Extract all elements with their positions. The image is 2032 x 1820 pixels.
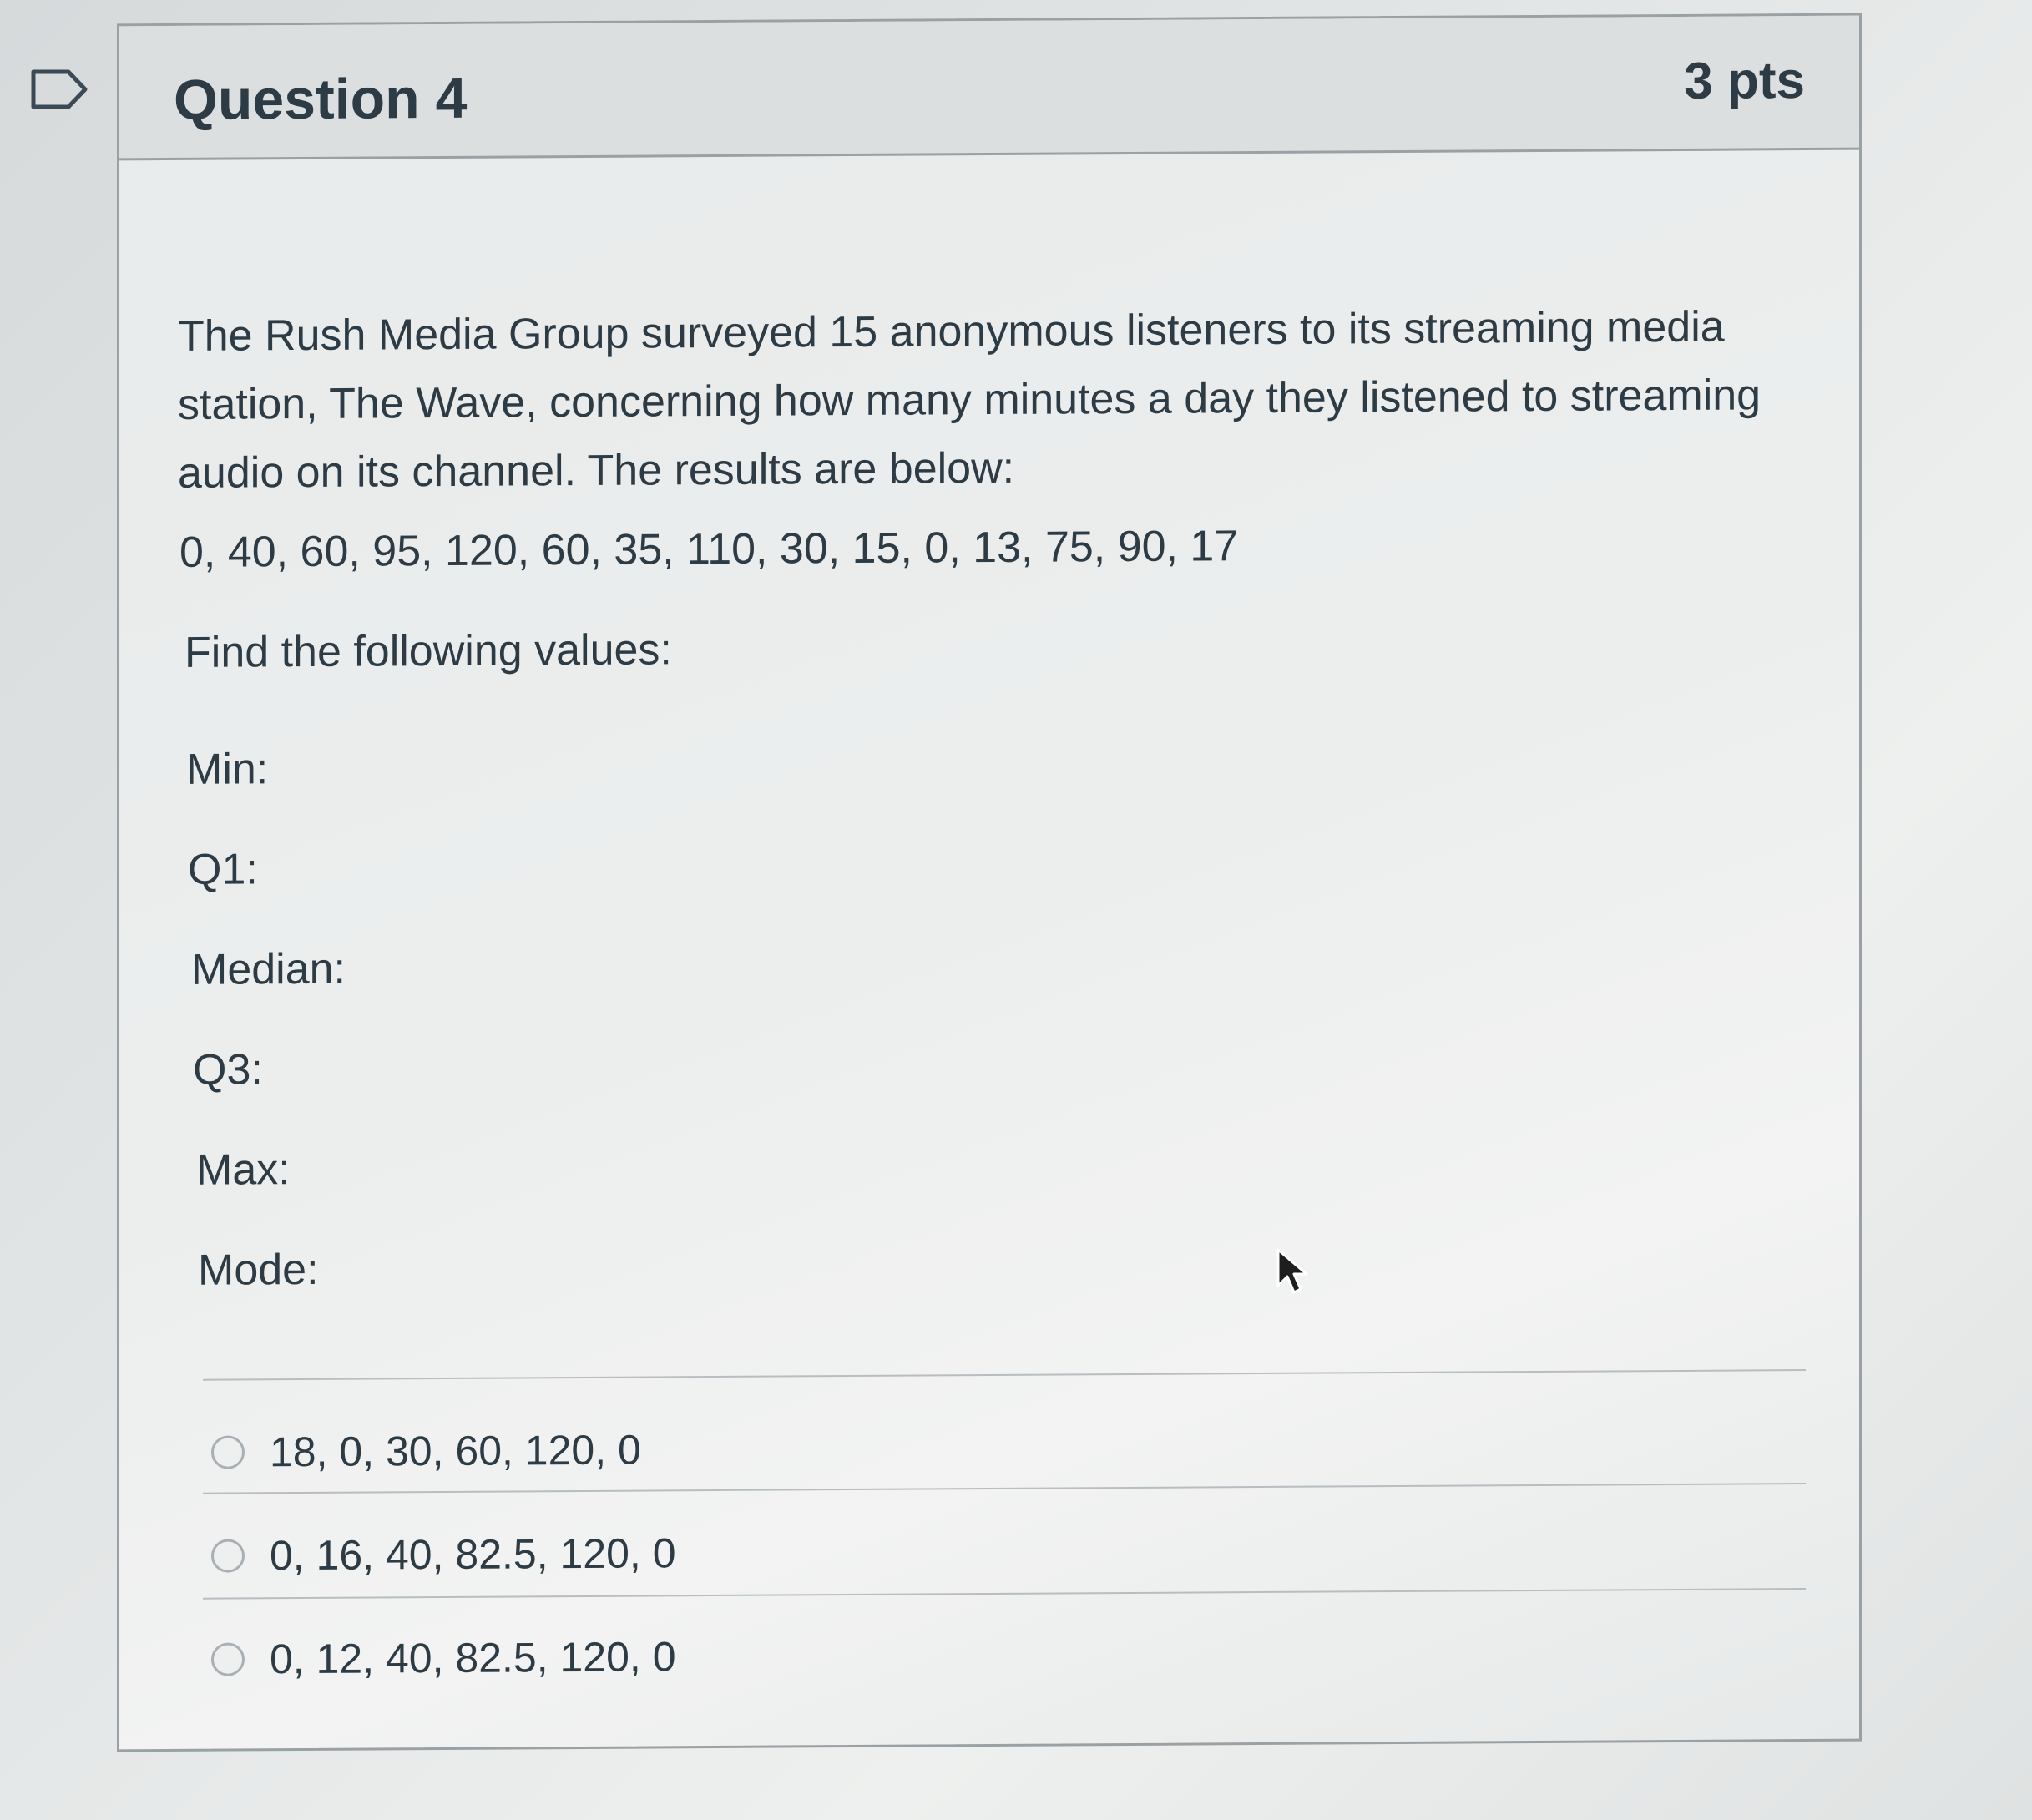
data-values: 0, 40, 60, 95, 120, 60, 35, 110, 30, 15, 0, 13, 75, 90, 17 [179,522,1239,577]
answer-label: 0, 16, 40, 82.5, 120, 0 [270,1529,676,1580]
mouse-pointer-icon [1276,1247,1309,1296]
answer-divider [203,1369,1806,1381]
answer-divider [203,1588,1806,1600]
points-value: 3 pts [1684,52,1805,110]
answer-label: 18, 0, 30, 60, 120, 0 [270,1426,641,1476]
mode-label: Mode: [198,1245,319,1295]
instruction-text: Find the following values: [184,625,672,677]
flag-icon[interactable] [30,68,88,110]
min-label: Min: [186,745,269,794]
q3-label: Q3: [193,1045,263,1095]
question-header [119,16,1859,161]
max-label: Max: [196,1145,291,1195]
radio-button[interactable] [211,1435,245,1469]
radio-button[interactable] [211,1642,245,1676]
question-prompt: The Rush Media Group surveyed 15 anonymous listeners to its streaming media station, The Wave, concerning how many minutes a day they listened to streaming audio on its channel. The results are below: [178,302,1762,498]
answer-label: 0, 12, 40, 82.5, 120, 0 [270,1633,676,1683]
answer-option-2[interactable] [211,1519,676,1589]
median-label: Median: [191,944,346,994]
q1-label: Q1: [188,845,258,894]
answer-divider [203,1483,1806,1494]
radio-button[interactable] [211,1539,245,1572]
question-card [117,13,1862,1752]
answer-option-3[interactable] [211,1623,676,1692]
answer-option-1[interactable] [211,1417,641,1486]
question-title: Question 4 [174,66,468,132]
